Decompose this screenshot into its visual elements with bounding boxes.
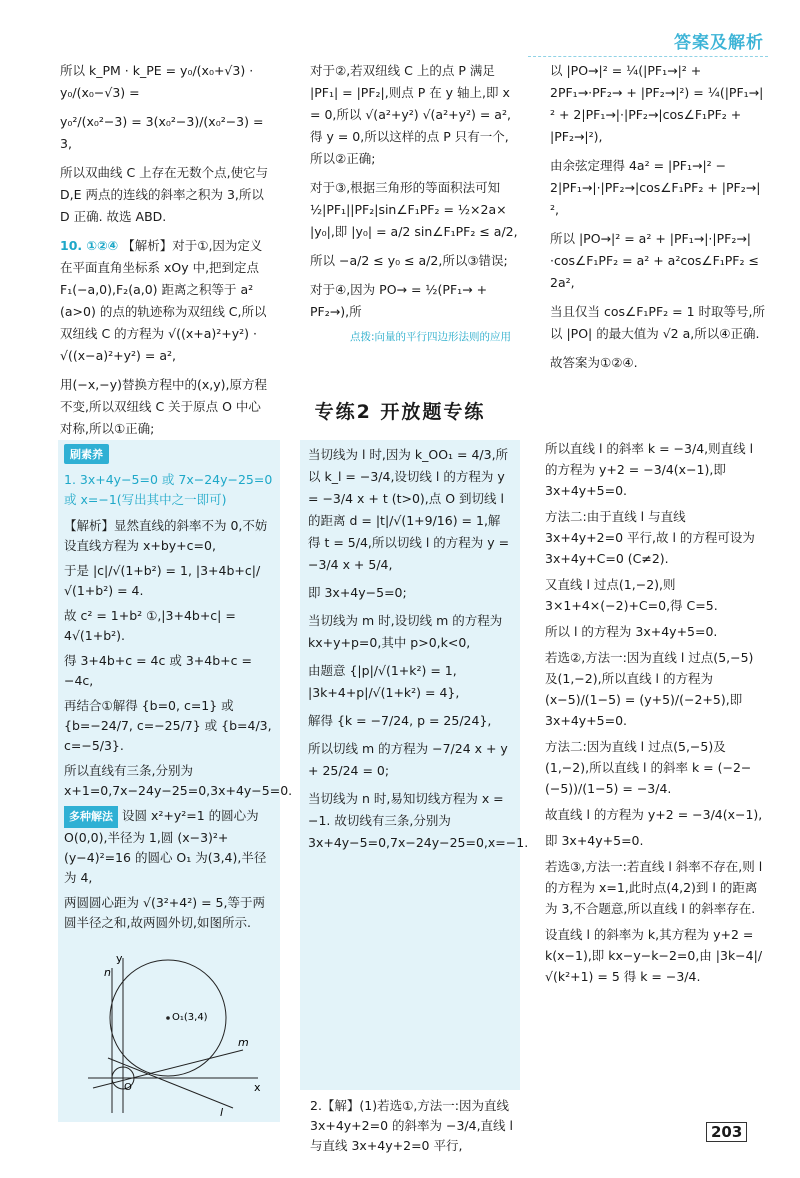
text-line: 所以 −a/2 ≤ y₀ ≤ a/2,所以③错误; (310, 253, 508, 268)
bottom-column-3 (545, 438, 765, 1118)
text-line: 于是 |c|/√(1+b²) = 1, |3+4b+c|/√(1+b²) = 4. (64, 563, 261, 598)
text-line: 当切线为 n 时,易知切线方程为 x = −1. 故切线有三条,分别为 3x+4y−5=0,7x−24y−25=0,x=−1. (308, 791, 529, 850)
text-line: 两圆圆心距为 √(3²+4²) = 5,等于两圆半径之和,故两圆外切,如图所示. (64, 895, 265, 930)
text-line: 2.【解】(1)若选①,方法一:因为直线 3x+4y+2=0 的斜率为 −3/4,直线 l 与直线 3x+4y+2=0 平行, (310, 1098, 513, 1153)
text-line: 用(−x,−y)替换方程中的(x,y),原方程不变,所以双纽线 C 关于原点 O 中心对称,所以①正确; (60, 377, 267, 436)
text-line: 即 3x+4y+5=0. (545, 833, 644, 848)
text-line: 对于③,根据三角形的等面积法可知 ½|PF₁||PF₂|sin∠F₁PF₂ = ½×2a× |y₀|,即 |y₀| = a/2 sin∠F₁PF₂ ≤ a/2, (310, 180, 518, 239)
text-line: 所以直线 l 的斜率 k = −3/4,则直线 l 的方程为 y+2 = −3/4(x−1),即 3x+4y+5=0. (545, 441, 754, 498)
text-line: 以 |PO→|² = ¼(|PF₁→|² + 2PF₁→·PF₂→ + |PF₂→|²) = ¼(|PF₁→|² + 2|PF₁→|·|PF₂→|cos∠F₁PF₂ + |PF₂→|²), (550, 63, 764, 144)
page-number: 203 (706, 1122, 747, 1142)
tip-note: 点拨:向量的平行四边形法则的应用 (350, 331, 512, 343)
text-line: 当切线为 l 时,因为 k_OO₁ = 4/3,所以 k_l = −3/4,设切线 l 的方程为 y = −3/4 x + t (t>0),点 O 到切线 l 的距离 d = |t|/√(1+9/16) = 1,解得 t = 5/4,所以切线 l 的方程为 y = −3/4 x + 5/4, (308, 447, 510, 572)
text-line: y₀²/(x₀²−3) = 3(x₀²−3)/(x₀²−3) = 3, (60, 114, 264, 151)
center-o1 (166, 1016, 170, 1020)
text-line: 故答案为①②④. (550, 355, 638, 370)
text-line: 所以切线 m 的方程为 −7/24 x + y + 25/24 = 0; (308, 741, 508, 778)
text-line: 又直线 l 过点(1,−2),则 3×1+4×(−2)+C=0,得 C=5. (545, 577, 718, 613)
label-o1: O₁(3,4) (172, 1012, 208, 1023)
text-line: 对于②,若双纽线 C 上的点 P 满足 |PF₁| = |PF₂|,则点 P 在 y 轴上,即 x = 0,所以 √(a²+y²) √(a²+y²) = a²,得 y = 0,所以这样的点 P 只有一个,所以②正确; (310, 63, 511, 166)
label-origin: O (124, 1082, 132, 1093)
panel-middle (300, 440, 529, 1090)
text-line: 即 3x+4y−5=0; (308, 585, 407, 600)
text-line: 若选③,方法一:若直线 l 斜率不存在,则 l 的方程为 x=1,此时点(4,2)到 l 的距离为 3,不合题意,所以直线 l 的斜率存在. (545, 859, 763, 916)
text-line: 得 3+4b+c = 4c 或 3+4b+c = −4c, (64, 653, 252, 688)
text-line: 对于④,因为 PO→ = ½(PF₁→ + PF₂→),所 (310, 282, 488, 319)
circles-figure (68, 948, 268, 1118)
text-line: 所以 k_PM · k_PE = y₀/(x₀+√3) · y₀/(x₀−√3) = (60, 63, 254, 100)
question-text: 【解析】对于①,因为定义在平面直角坐标系 xOy 中,把到定点 F₁(−a,0),F₂(a,0) 距离之积等于 a² (a>0) 的点的轨迹称为双纽线 C,所以双纽线 C 的方程为 √((x+a)²+y²) · √((x−a)²+y²) = a², (60, 238, 267, 363)
top-column-2 (310, 60, 518, 390)
text-line: 【解析】显然直线的斜率不为 0,不妨设直线方程为 x+by+c=0, (64, 518, 268, 553)
label-l: l (220, 1106, 224, 1119)
text-line: 故 c² = 1+b² ①,|3+4b+c| = 4√(1+b²). (64, 608, 236, 643)
method-tag: 多种解法 (64, 806, 118, 828)
top-column-3 (550, 60, 765, 390)
text-line: 再结合①解得 {b=0, c=1} 或 {b=−24/7, c=−25/7} 或 {b=4/3, c=−5/3}. (64, 698, 272, 753)
panel-left (58, 440, 293, 1122)
question-10 (60, 235, 272, 367)
label-m: m (238, 1036, 249, 1049)
header-divider (528, 56, 768, 57)
section-title: 专练2 开放题专练 (314, 401, 486, 423)
text-line: 方法二:由于直线 l 与直线 3x+4y+2=0 平行,故 l 的方程可设为 3x+4y+C=0 (C≠2). (545, 509, 755, 566)
answer-line: 1. 3x+4y−5=0 或 7x−24y−25=0 或 x=−1(写出其中之一即可) (64, 472, 273, 507)
text-line: 故直线 l 的方程为 y+2 = −3/4(x−1), (545, 807, 763, 822)
text-line: 方法二:因为直线 l 过点(5,−5)及(1,−2),所以直线 l 的斜率 k = (−2−(−5))/(1−5) = −3/4. (545, 739, 752, 796)
question-number: 10. ①②④ (60, 238, 119, 253)
text-line: 当且仅当 cos∠F₁PF₂ = 1 时取等号,所以 |PO| 的最大值为 √2 a,所以④正确. (550, 304, 765, 341)
question-2-start (310, 1096, 520, 1166)
text-line: 由题意 {|p|/√(1+k²) = 1, |3k+4+p|/√(1+k²) = 4}, (308, 663, 460, 700)
text-line: 所以直线有三条,分别为 x+1=0,7x−24y−25=0,3x+4y−5=0. (64, 763, 293, 798)
top-column-1 (60, 60, 272, 436)
text-line: 所以双曲线 C 上存在无数个点,使它与 D,E 两点的连线的斜率之积为 3,所以 D 正确. 故选 ABD. (60, 165, 269, 224)
text-line: 由余弦定理得 4a² = |PF₁→|² − 2|PF₁→|·|PF₂→|cos∠F₁PF₂ + |PF₂→|², (550, 158, 761, 217)
header-title: 答案及解析 (674, 33, 764, 53)
text-line: 设直线 l 的斜率为 k,其方程为 y+2 = k(x−1),即 kx−y−k−2=0,由 |3k−4|/√(k²+1) = 5 得 k = −3/4. (545, 927, 763, 984)
label-x: x (254, 1081, 261, 1094)
label-y: y (116, 952, 123, 965)
label-n: n (104, 966, 111, 979)
text-line: 所以 l 的方程为 3x+4y+5=0. (545, 624, 718, 639)
text-line: 解得 {k = −7/24, p = 25/24}, (308, 713, 492, 728)
section-tag: 刷素养 (64, 444, 109, 464)
text-line: 所以 |PO→|² = a² + |PF₁→|·|PF₂→|·cos∠F₁PF₂ = a² + a²cos∠F₁PF₂ ≤ 2a², (550, 231, 759, 290)
text-line: 当切线为 m 时,设切线 m 的方程为 kx+y+p=0,其中 p>0,k<0, (308, 613, 503, 650)
text-line: 设圆 x²+y²=1 的圆心为 O(0,0),半径为 1,圆 (x−3)²+(y−4)²=16 的圆心 O₁ 为(3,4),半径为 4, (64, 808, 267, 885)
text-line: 若选②,方法一:因为直线 l 过点(5,−5)及(1,−2),所以直线 l 的方程为 (x−5)/(1−5) = (y+5)/(−2+5),即 3x+4y+5=0. (545, 650, 754, 728)
